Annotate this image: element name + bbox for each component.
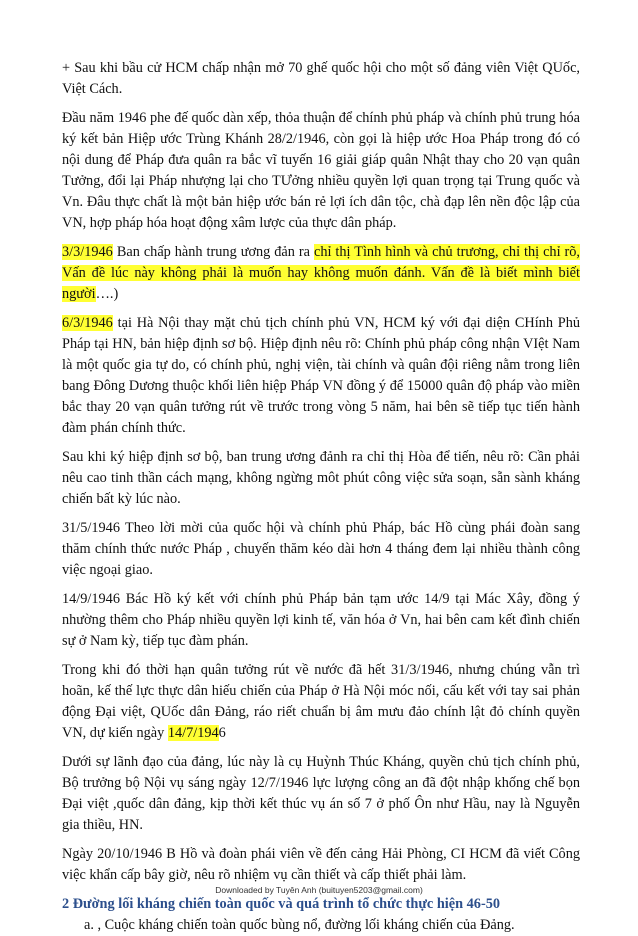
paragraph-on-nhu-hau-case: Dưới sự lãnh đạo của đảng, lúc này là cụ Huỳnh Thúc Kháng, quyền chủ tịch chính phủ, Bộ trưởng bộ Nội vụ sáng ngày 12/7/1946 lực lượng công an đã đột nhập khống chế bọn Đại việt ,quốc dân đảng, kịp thời kết thúc vụ án số 7 ở phố Ôn như Hầu, nay là Nguyễn gia thiều, HN. xyxy=(62,754,580,833)
paragraph-chongqing-treaty: Đầu năm 1946 phe đế quốc dàn xếp, thỏa thuận để chính phủ pháp và chính phủ trung hóa ký kết bản Hiệp ước Trùng Khánh 28/2/1946, còn gọi là hiệp ước Hoa Pháp trong đó có nội dung để Pháp đưa quân ra bắc vĩ tuyến 16 giải giáp quân Nhật thay cho 20 vạn quân Tưởng, đổi lại Pháp nhượng lại cho TƯởng nhiều quyền lợi quan trọng tại Trung quốc và Vn. Đâu thực chất là một bản hiệp ước bán rẻ lợi ích dân tộc, chà đạp lên nền độc lập của VN, hợp pháp hóa hoạt động xâm lược của thực dân pháp. xyxy=(62,110,580,231)
paragraph-text: Trong khi đó thời hạn quân tưởng rút về nước đã hết 31/3/1946, nhưng chúng vẫn trì hoãn, kế thế lực thực dân hiếu chiến của Pháp ở Hà Nội móc nối, cấu kết với tay sai phản động Đại việt, QUốc dân Đảng, ráo riết chuẩn bị âm mưu đảo chính lật đỏ chính quyền VN, dự kiến ngày xyxy=(62,662,580,741)
paragraph-modus-vivendi: 14/9/1946 Bác Hồ ký kết với chính phủ Pháp bản tạm ước 14/9 tại Mác Xây, đồng ý nhường thêm cho Pháp nhiều quyền lợi kinh tế, văn hóa ở Vn, hai bên cam kết đình chiến sự ở Nam kỳ, tiếp tục đàm phán. xyxy=(62,591,580,649)
paragraph-preliminary-agreement xyxy=(62,313,580,439)
list-marker: a. xyxy=(84,917,94,933)
paragraph-text: Ban chấp hành trung ương đản ra xyxy=(112,244,314,260)
paragraph-visit-france: 31/5/1946 Theo lời mời của quốc hội và chính phủ Pháp, bác Hồ cùng phái đoàn sang thăm chính thức nước Pháp , chuyến thăm kéo dài hơn 4 tháng đem lại nhiều thành công việc ngoại giao. xyxy=(62,520,580,578)
download-footer: Downloaded by Tuyên Anh (buituyen5203@gmail.com) xyxy=(215,885,423,895)
highlighted-date: 14/7/194 xyxy=(167,725,219,741)
section-heading: 2 Đường lối kháng chiến toàn quốc và quá trình tổ chức thực hiện 46-50 xyxy=(62,896,500,912)
paragraph-text: 6 xyxy=(218,725,226,741)
highlighted-directive: chỉ thị Tình hình và chủ trương, chỉ thị chỉ rõ, Vấn đề lúc này không phải là muốn hay không muốn đánh. Vấn đề là biết mình biết người xyxy=(62,244,580,302)
highlighted-date: 3/3/1946 xyxy=(62,244,113,260)
paragraph-return-haiphong: Ngày 20/10/1946 B Hồ và đoàn phái viên về đến cảng Hải Phòng, CI HCM đã viết Công việc khẩn cấp bây giờ, nêu rõ nhiệm vụ cần thiết và cấp thiết phải làm. xyxy=(62,846,580,883)
paragraph-text: tại Hà Nội thay mặt chủ tịch chính phủ VN, HCM ký với đại diện CHính Phủ Pháp tại HN, bản hiệp định sơ bộ. Hiệp định nêu rõ: Chính phủ pháp công nhận VIệt Nam là một quốc gia tự do, có chính phủ, nghị viện, tài chính và quân đội riêng nằm trong liên bang Đông Dương thuộc khối liên hiệp Pháp VN đồng ý để 15000 quân độ pháp vào miền bắc thay 20 vạn quân tưởng rút về trước trong vòng 5 năm, hai bên sẽ tiếp tục tiến hành đàm phán chính thức. xyxy=(62,315,580,436)
paragraph-election: + Sau khi bầu cử HCM chấp nhận mở 70 ghế quốc hội cho một số đảng viên Việt QUốc, Việt Cách. xyxy=(62,60,580,97)
paragraph-directive-3-3-1946 xyxy=(62,242,580,305)
paragraph-hoa-de-tien: Sau khi ký hiệp định sơ bộ, ban trung ương đảnh ra chỉ thị Hòa để tiến, nêu rõ: Cần phải nêu cao tinh thần cách mạng, không ngừng môt phút công việc sửa soạn, sẵn sành kháng chiến bất kỳ lúc nào. xyxy=(62,449,580,507)
highlighted-date: 6/3/1946 xyxy=(62,315,113,331)
page-content xyxy=(62,58,580,936)
list-item xyxy=(62,915,580,936)
list-item-text: , Cuộc kháng chiến toàn quốc bùng nổ, đường lối kháng chiến của Đảng. xyxy=(93,917,515,933)
paragraph-text: ….) xyxy=(95,286,119,302)
paragraph-coup-plot xyxy=(62,660,580,744)
